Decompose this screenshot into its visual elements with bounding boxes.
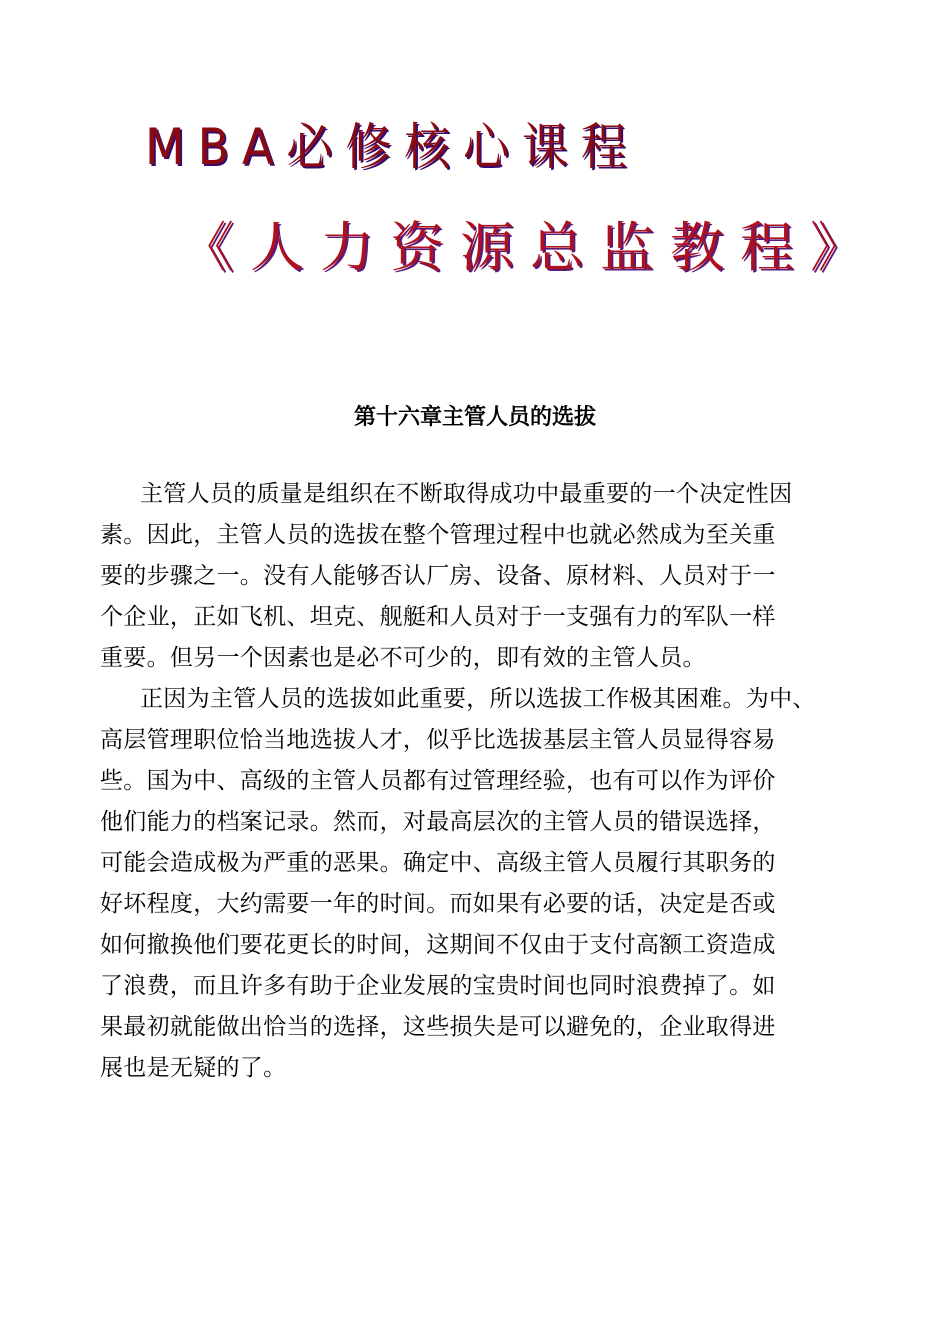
- paragraph-2-line-3: 些。国为中、高级的主管人员都有过管理经验，也有可以作为评价: [100, 768, 776, 794]
- paragraph-2-line-10: 展也是无疑的了。: [100, 1055, 287, 1081]
- course-title: MBA必修核心课程: [145, 118, 640, 176]
- paragraph-1-line-3: 要的步骤之一。没有人能够否认厂房、设备、原材料、人员对于一: [100, 563, 776, 589]
- paragraph-2-line-4: 他们能力的档案记录。然而，对最高层次的主管人员的错误选择，: [100, 809, 776, 835]
- paragraph-2-line-6: 好坏程度，大约需要一年的时间。而如果有必要的话，决定是否或: [100, 891, 776, 917]
- body-text: [100, 474, 880, 1089]
- chapter-heading: 第十六章主管人员的选拔: [353, 405, 596, 430]
- paragraph-2-line-1: 正因为主管人员的选拔如此重要，所以选拔工作极其困难。为中、: [140, 686, 816, 712]
- paragraph-2-line-9: 果最初就能做出恰当的选择，这些损失是可以避免的，企业取得进: [100, 1014, 776, 1040]
- paragraph-1-line-5: 重要。但另一个因素也是必不可少的，即有效的主管人员。: [100, 645, 706, 671]
- paragraph-2-line-8: 了浪费，而且许多有助于企业发展的宝贵时间也同时浪费掉了。如: [100, 973, 776, 999]
- paragraph-2-line-5: 可能会造成极为严重的恶果。确定中、高级主管人员履行其职务的: [100, 850, 776, 876]
- paragraph-1-line-4: 个企业，正如飞机、坦克、舰艇和人员对于一支强有力的军队一样: [100, 604, 776, 630]
- paragraph-2-line-7: 如何撤换他们要花更长的时间，这期间不仅由于支付高额工资造成: [100, 932, 776, 958]
- paragraph-1-line-1: 主管人员的质量是组织在不断取得成功中最重要的一个决定性因: [140, 481, 793, 507]
- book-title: 《人力资源总监教程》: [180, 216, 880, 279]
- paragraph-1-line-2: 素。因此，主管人员的选拔在整个管理过程中也就必然成为至关重: [100, 522, 776, 548]
- paragraph-2-line-2: 高层管理职位恰当地选拔人才，似乎比选拔基层主管人员显得容易: [100, 727, 776, 753]
